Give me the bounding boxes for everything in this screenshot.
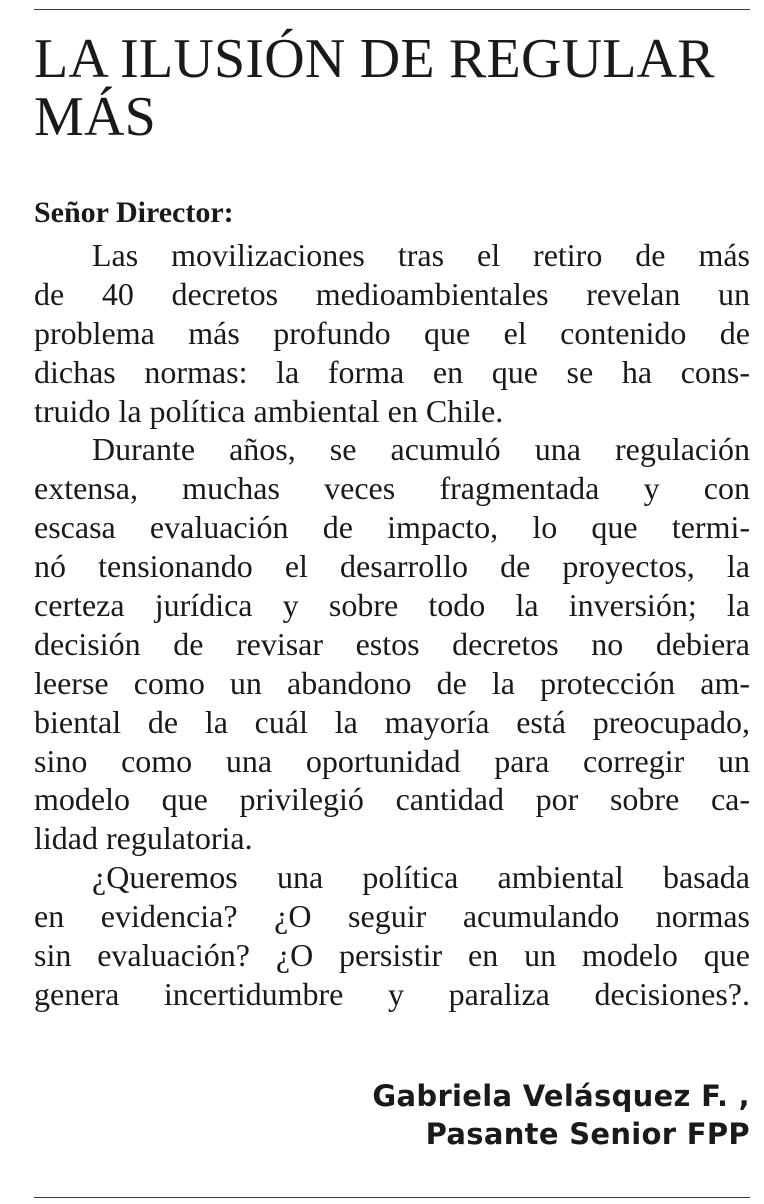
bottom-divider bbox=[34, 1197, 750, 1198]
text-line: Las movilizaciones tras el retiro de más bbox=[92, 237, 750, 273]
text-line: ¿Queremos una política ambiental basada bbox=[92, 859, 750, 896]
paragraph-2 bbox=[34, 430, 750, 858]
text-line: extensa, muchas veces fragmentada y con bbox=[34, 470, 750, 507]
signature bbox=[372, 1077, 750, 1153]
signature-title: Pasante Senior FPP bbox=[425, 1117, 750, 1151]
text-line: truido la política ambiental en Chile. bbox=[34, 392, 504, 429]
letter-body bbox=[34, 236, 750, 1014]
text-line: biental de la cuál la mayoría está preocupado, bbox=[34, 703, 750, 740]
headline-line-1: LA ILUSIÓN DE REGULAR bbox=[34, 28, 715, 90]
text-line: sin evaluación? ¿O persistir en un modelo que bbox=[34, 937, 750, 974]
text-line: de 40 decretos medioambientales revelan un bbox=[34, 275, 750, 312]
paragraph-1 bbox=[34, 236, 750, 430]
text-line: decisión de revisar estos decretos no debiera bbox=[34, 625, 750, 662]
signature-name: Gabriela Velásquez F. , bbox=[372, 1079, 750, 1113]
text-line: leerse como un abandono de la protección am- bbox=[34, 664, 750, 701]
text-line: modelo que privilegió cantidad por sobre ca- bbox=[34, 781, 750, 818]
text-line: escasa evaluación de impacto, lo que termi- bbox=[34, 509, 750, 546]
text-line: lidad regulatoria. bbox=[34, 820, 253, 857]
headline-line-2: MÁS bbox=[34, 86, 156, 148]
text-line: dichas normas: la forma en que se ha cons- bbox=[34, 353, 750, 390]
top-divider bbox=[34, 9, 750, 10]
text-line: Durante años, se acumuló una regulación bbox=[92, 431, 750, 468]
text-line: certeza jurídica y sobre todo la inversión; la bbox=[34, 587, 750, 624]
salutation: Señor Director: bbox=[34, 196, 234, 229]
text-line: genera incertidumbre y paraliza decisiones?. bbox=[34, 975, 750, 1012]
text-line: problema más profundo que el contenido de bbox=[34, 314, 750, 351]
headline bbox=[34, 30, 750, 146]
text-line: sino como una oportunidad para corregir un bbox=[34, 742, 750, 779]
text-line: nó tensionando el desarrollo de proyectos, la bbox=[34, 548, 750, 585]
paragraph-3 bbox=[34, 858, 750, 1014]
text-line: en evidencia? ¿O seguir acumulando normas bbox=[34, 898, 750, 935]
